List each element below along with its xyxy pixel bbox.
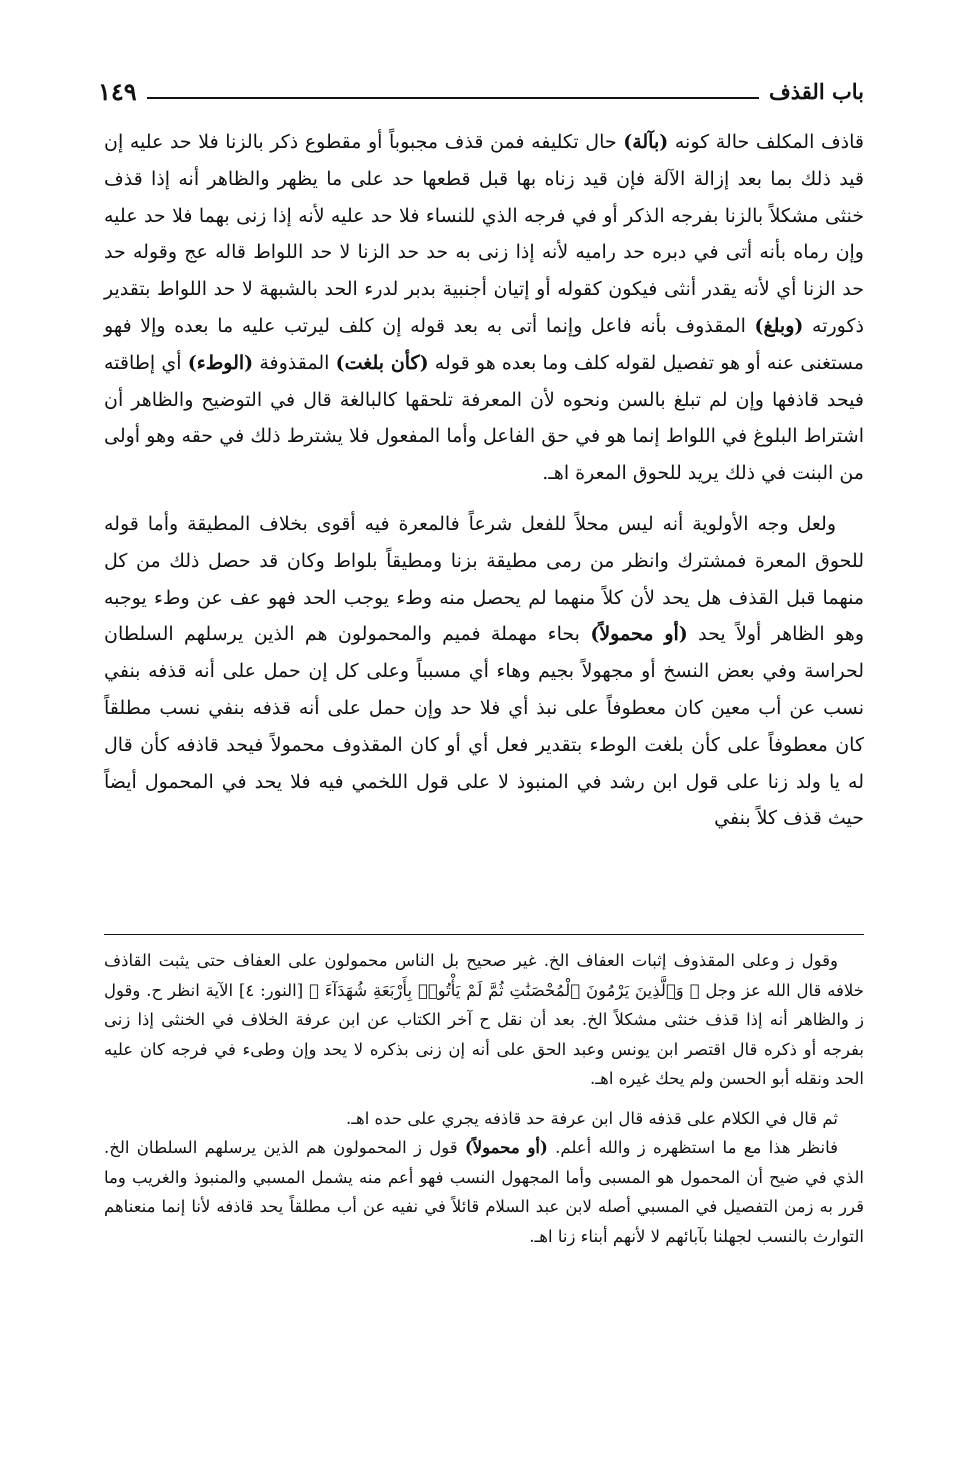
main-paragraph-2: ولعل وجه الأولوية أنه ليس محلاً للفعل شرعاً فالمعرة فيه أقوى بخلاف المطيقة وأما قوله للحوق المعرة فمشترك وانظر من رمى مطيقة بزنا ومطيقاً بلواط وكان قد حصل ذلك من كل منهما قبل القذف هل يحد لأن كلاً منهما لم يحصل منه وطء يوجب الحد فهو عف عن وطء يوجبه وهو الظاهر أولاً يحد (أو محمولاً) بحاء مهملة فميم والمحمولون هم الذين يرسلهم السلطان لحراسة وفي بعض النسخ أو مجهولاً بجيم وهاء أي مسبباً وعلى كل إن حمل على أنه قذفه بنفي نسب عن أب معين كان معطوفاً على نبذ أي فلا حد وإن حمل على أنه قذفه بنفي نسب مطلقاً كان معطوفاً على كأن بلغت الوطء بتقدير فعل أي أو كان المقذوف محمولاً فيحد قاذفه كأن قال له يا ولد زنا على قول ابن رشد في المنبوذ لا على قول اللخمي فيه فلا يحد في المحمول أيضاً حيث قذف كلاً بنفي	[104, 512, 864, 830]
bold-term: (أو محمولاً)	[464, 1138, 548, 1157]
footnote-2: ثم قال في الكلام على قذفه قال ابن عرفة حد قاذفه يجري على حده اهـ.	[345, 1108, 838, 1128]
chapter-title: باب القذف	[769, 78, 864, 104]
quran-verse: ﴿ وَٱلَّذِينَ يَرْمُونَ ٱلْمُحْصَنَٰتِ ثُمَّ لَمْ يَأْتُوا۟ بِأَرْبَعَةِ شُهَدَآءَ ﴾	[309, 980, 700, 1000]
footnote-divider	[104, 934, 864, 935]
bold-term: (وبلغ)	[754, 314, 804, 337]
main-paragraph-1: قاذف المكلف حالة كونه (بآلة) حال تكليفه فمن قذف مجبوباً أو مقطوع ذكر بالزنا فلا حد عليه إن قيد ذلك بما بعد إزالة الآلة فإن قيد زناه بها قبل قطعها حد على ما يظهر والظاهر أنه إذا قذف خنثى مشكلاً بالزنا بفرجه الذكر أو في فرجه الذي للنساء فلا حد عليه لأنه إذا زنى بهما فلا حد عليه وإن رماه بأنه أتى في دبره حد راميه لأنه إذا زنى به حد حد الزنا لا حد اللواط قاله عج وقوله حد حد الزنا أي لأنه يقدر أنثى فيكون كقوله أو إتيان أجنبية بدبر لدرء الحد بالشبهة لا حد اللواط بتقدير ذكورته (وبلغ) المقذوف بأنه فاعل وإنما أتى به بعد قوله إن كلف ليرتب عليه ما بعده وإلا فهو مستغنى عنه أو هو تفصيل لقوله كلف وما بعده هو قوله (كأن بلغت) المقذوفة (الوطء) أي إطاقته فيحد قاذفها وإن لم تبلغ بالسن ونحوه لأن المعرفة تلحقها كالبالغة قال في التوضيح والظاهر أن اشتراط البلوغ في اللواط إنما هو في حق الفاعل وأما المفعول فلا يشترط ذلك في حقه وهو أولى من البنت في ذلك يريد للحوق المعرة اهـ.	[104, 131, 864, 485]
footnote-1: وقول ز وعلى المقذوف إثبات العفاف الخ. غير صحيح بل الناس محمولون على العفاف حتى يثبت القاذف خلافه قال الله عز وجل ﴿ وَٱلَّذِينَ يَرْمُونَ ٱلْمُحْصَنَٰتِ ثُمَّ لَمْ يَأْتُوا۟ بِأَرْبَعَةِ شُهَدَآءَ ﴾ [النور: ٤] الآية انظر ح. وقول ز والظاهر أنه إذا قذف خنثى مشكلاً الخ. بعد أن نقل ح آخر الكتاب عن ابن عرفة الخلاف في الخنثى إذا زنى بفرجه أو ذكره قال اقتصر ابن يونس وعبد الحق على أنه إن زنى بذكره لا يحد وإن وطىء في فرجه كان عليه الحد ونقله أبو الحسن ولم يحك غيره اهـ.	[104, 951, 865, 1088]
bold-term: (بآلة)	[623, 131, 669, 153]
footnotes	[104, 946, 864, 1251]
running-header	[98, 74, 864, 108]
bold-term: (الوطء)	[187, 351, 254, 374]
header-rule	[147, 97, 759, 99]
bold-term: (أو محمولاً)	[590, 623, 688, 646]
footnote-3: فانظر هذا مع ما استظهره ز والله أعلم. (أو محمولاً) قول ز المحمولون هم الذين يرسلهم السلطان الخ. الذي في ضيح أن المحمول هو المسبى وأما المجهول النسب فهو أعم منه يشمل المسبي والمنبوذ والغريب وما قرر به زمن التفصيل في المسبي أصله لابن عبد السلام قائلاً في نفيه عن أب مطلقاً يحد قاذفه لأنا إنما منعناهم التوارث بالنسب لجهلنا بآبائهم لا لأنهم أبناء زنا اهـ.	[104, 1138, 864, 1246]
bold-term: (كأن بلغت)	[335, 351, 429, 374]
page-number: ١٤٩	[98, 76, 137, 106]
main-text	[104, 124, 864, 837]
